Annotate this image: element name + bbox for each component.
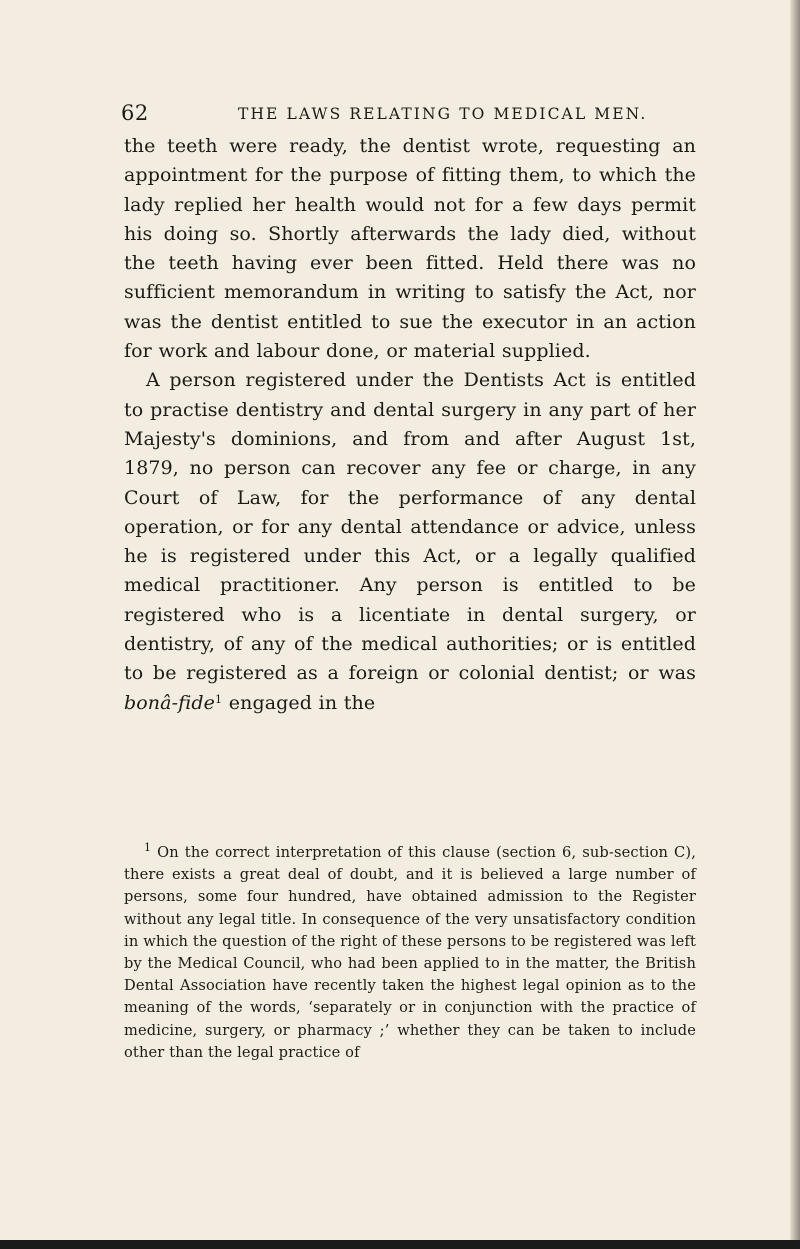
running-title: THE LAWS RELATING TO MEDICAL MEN. [238, 105, 648, 123]
page-edge-shadow [790, 0, 800, 1249]
paragraph-1: the teeth were ready, the dentist wrote, requesting an appointment for the purpose of fitting them, to which the lady replied her health would not for a few days permit his doing so. Shortly afterwards the lady died, without the teeth having ever been fitted. Held there was no sufficient memorandum in writing to satisfy the Act, nor was the dentist entitled to sue the executor in an action for work and labour done, or material supplied. [124, 135, 696, 363]
body-text [124, 132, 696, 718]
footnote-reference: 1 [215, 692, 223, 706]
paragraph-2 [124, 366, 696, 718]
footnote [124, 842, 696, 1064]
page-number: 62 [121, 101, 149, 125]
footnote-text: On the correct interpretation of this clause (section 6, sub-section C), there exists a great deal of doubt, and it is believed a large number of persons, some four hundred, have obtained admission to the Register without any legal title. In consequence of the very unsatisfactory condition in which the question of the right of these persons to be registered was left by the Medical Council, who had been applied to in the matter, the British Dental Association have recently taken the highest legal opinion as to the meaning of the words, ‘separately or in conjunction with the practice of medicine, surgery, or pharmacy ;’ whether they can be taken to include other than the legal practice of [124, 844, 696, 1061]
paragraph-2-end: engaged in the [228, 691, 376, 714]
footnote-marker: 1 [144, 841, 152, 854]
bottom-edge [0, 1240, 800, 1249]
paragraph-2-text: A person registered under the Dentists Act is entitled to practise dentistry and dental surgery in any part of her Majesty's dominions, and from and after August 1st, 1879, no person can recover any fee or charge, in any Court of Law, for the performance of any dental operation, or for any dental attendance or advice, unless he is registered under this Act, or a legally qualified medical practitioner. Any person is entitled to be registered who is a licentiate in dental surgery, or dentistry, of any of the medical authorities; or is entitled to be registered as a foreign or colonial dentist; or was [124, 369, 696, 685]
page-header [121, 101, 721, 131]
bona-fide-term: bonâ-fide [124, 691, 216, 714]
